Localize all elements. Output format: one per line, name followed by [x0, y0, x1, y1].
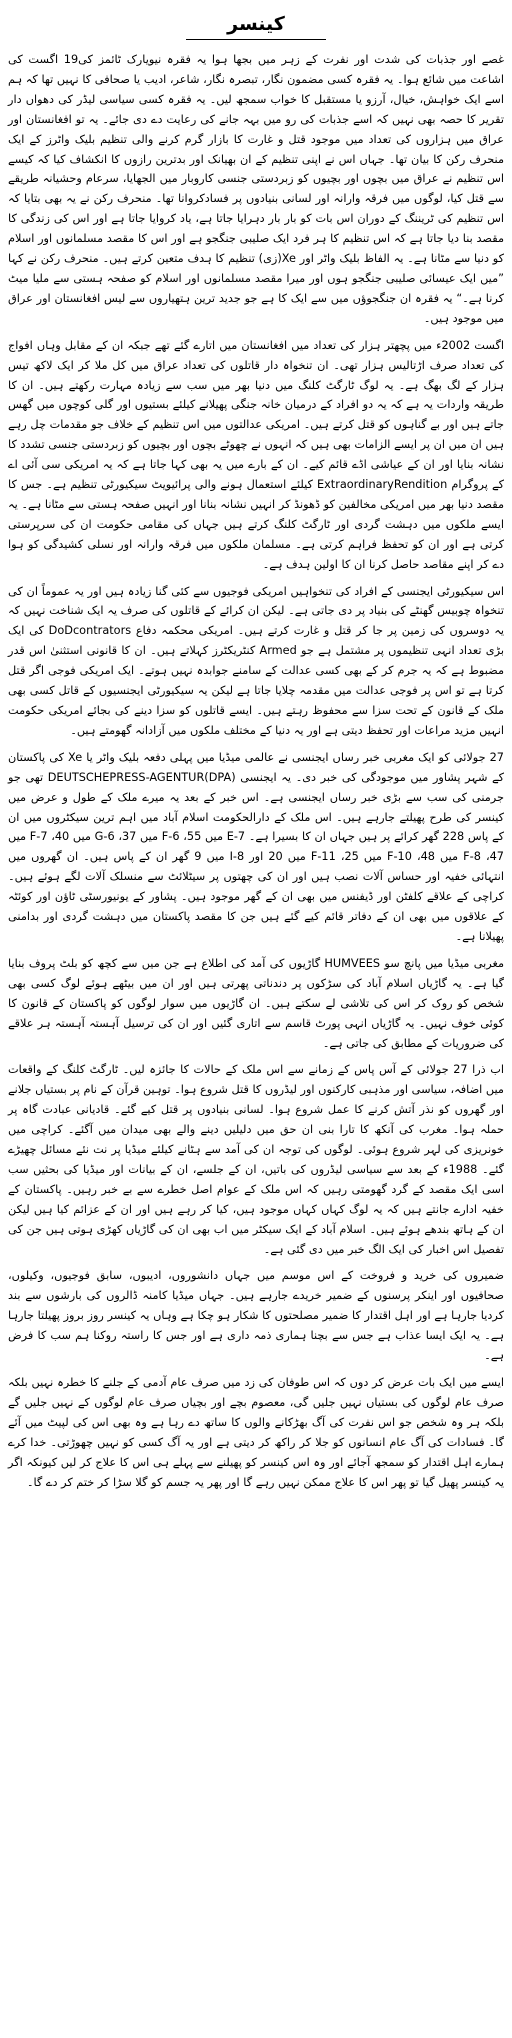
- title-underline: [186, 39, 326, 40]
- article-paragraph: اگست 2002ء میں پچھتر ہزار کی تعداد میں افغانستان میں اتارے گئے تھے جبکہ ان کے مقابل وہاں افواج کی تعداد صرف اڑتالیس ہزار تھی۔ ان تنخواہ دار قاتلوں کی تعداد عراق میں کل ملا کر ایک لاکھ تیس ہزار کے لگ بھگ ہے۔ یہ لوگ ٹارگٹ کلنگ میں دنیا بھر میں سب سے زیادہ مہارت رکھتے ہیں۔ ان کا طریقہ واردات یہ ہے کہ یہ دو افراد کے درمیان خانہ جنگی پھیلانے کیلئے بستیوں اور گلی کوچوں میں گھس جاتے ہیں اور بے گناہوں کو قتل کرتے ہیں۔ امریکی عدالتوں میں اس تنظیم کے خلاف جو مقدمات چل رہے ہیں ان میں ان پر ایسے الزامات بھی ہیں کہ انہوں نے چھوٹے بچوں اور بچیوں کو زبردستی جنسی تشدد کا نشانہ بنایا اور ان کے عیاشی اڈے قائم کیے۔ ان کے بارے میں یہ بھی کہا جاتا ہے کہ یہ امریکی سی آئی اے کے پروگرام ExtraordinaryRendition کیلئے استعمال ہونے والی پرائیویٹ سیکیورٹی تنظیم ہے۔ جس کا مقصد دنیا بھر میں امریکی مخالفین کو ڈھونڈ کر انہیں نشانہ بنانا اور انہیں صفحہ ہستی سے مٹانا ہے۔ یہ ایسے ملکوں میں دہشت گردی اور ٹارگٹ کلنگ کرتے ہیں جہاں کی مقامی حکومت ان کی سرپرستی کرتی ہے اور ان کو تحفظ فراہم کرتی ہے۔ مسلمان ملکوں میں فرقہ وارانہ اور نسلی کشیدگی کو ہوا دے کر اپنے مقاصد حاصل کرنا ان کا اولین ہدف ہے۔: [8, 338, 504, 571]
- article-paragraph: غصے اور جذبات کی شدت اور نفرت کے زہر میں بجھا ہوا یہ فقرہ نیویارک ٹائمز کی19 اگست کی اشاعت میں شائع ہوا۔ یہ فقرہ کسی مضمون نگار، تبصرہ نگار، شاعر، ادیب یا صحافی کا نہیں تھا کہ ہم اسے ایک خواہش، خیال، آرزو یا مستقبل کا خواب سمجھ لیں۔ یہ فقرہ کسی سیاسی لیڈر کی دھواں دار تقریر کا حصہ بھی نہیں کہ اسے جذبات کی رو میں بہہ جانے کی رعایت دے دی جائے۔ یہ تو افغانستان اور عراق میں ہزاروں کی تعداد میں موجود قتل و غارت کا بازار گرم کرنے والی تنظیم بلیک واٹرز کے ایک منحرف رکن کا بیان تھا۔ جہاں اس نے اپنی تنظیم کے ان بھیانک اور بدترین رازوں کا انکشاف کیا کہ کیسے اس تنظیم نے عراق میں بچوں اور بچیوں کو زبردستی جنسی کاروبار میں الجھایا، سرعام وحشیانہ طریقے سے قتل کیا، لوگوں میں فرقہ وارانہ اور لسانی بنیادوں پر فسادکروانا تھا۔ منحرف رکن نے یہ بھی بتایا کہ اس تنظیم کی ٹریننگ کے دوران اس بات کو بار بار دہرایا جاتا ہے، یاد کروایا جاتا ہے اور اس کی زندگی کا مقصد بنا دیا جاتا ہے کہ اس تنظیم کا ہر فرد ایک صلیبی جنگجو ہے اور اس کا مقصد مسلمانوں اور اسلام کو دنیا سے مٹانا ہے۔ یہ الفاظ بلیک واٹر اور Xe(زی) تنظیم کا ہدف متعین کرتے ہیں۔ منحرف رکن نے کہا ”میں ایک عیسائی صلیبی جنگجو ہوں اور میرا مقصد مسلمانوں اور اسلام کو صفحہ ہستی سے ملیا میٹ کرنا ہے۔“ یہ فقرہ ان جنگجوؤں میں سے ایک کا ہے جو جدید ترین ہتھیاروں سے لیس افغانستان اور عراق میں موجود ہیں۔: [8, 53, 505, 325]
- article-title: کینسر: [227, 13, 285, 35]
- article-paragraph: ضمیروں کی خرید و فروخت کے اس موسم میں جہاں دانشوروں، ادیبوں، سابق فوجیوں، وکیلوں، صحافیوں اور اینکر پرسنوں کے ضمیر خریدے جارہے ہیں۔ جہاں میڈیا کامنہ ڈالروں کی بارشوں سے بند کردیا جارہا ہے اور اہل اقتدار کا ضمیر مصلحتوں کا شکار ہو چکا ہے وہاں یہ کینسر روز بروز پھیلتا جارہا ہے۔ یہ ایک ایسا عذاب ہے جس سے بچنا ہماری ذمہ داری ہے اور جس کا راستہ روکنا ہم سب کا فرض ہے۔: [8, 1269, 504, 1363]
- article-paragraph: اس سیکیورٹی ایجنسی کے افراد کی تنخواہیں امریکی فوجیوں سے کئی گنا زیادہ ہیں اور یہ عموماً ان کی تنخواہ چوبیس گھنٹے کی بنیاد پر دی جاتی ہے۔ لیکن ان کرائے کے قاتلوں کی صرف یہ ایک شناخت نہیں کہ یہ دوسروں کی زمین پر جا کر قتل و غارت کرتے ہیں۔ امریکی محکمہ دفاع DoDcontrators کی ایک بڑی تعداد انہی تنظیموں پر مشتمل ہے جو Armed کنٹریکٹرز کہلاتے ہیں۔ ان کا قانونی استثنیٰ اس قدر مضبوط ہے کہ یہ جرم کر کے بھی کسی عدالت کے سامنے جوابدہ نہیں ہوتے۔ ایک امریکی فوجی اگر قتل کرتا ہے تو اس پر فوجی عدالت میں مقدمہ چلایا جاتا ہے لیکن یہ سیکیورٹی ایجنسیوں کے قاتل کسی بھی ملک کے قانون کے تحت سزا سے محفوظ رہتے ہیں۔ ایسے قاتلوں کو سزا دینے کی بجائے امریکی حکومت انہیں مزید مراعات اور تحفظ دیتی ہے اور یہ دنیا کے مختلف ملکوں میں آزادانہ گھومتے ہیں۔: [8, 584, 504, 737]
- article-body: [8, 50, 504, 1492]
- article-paragraph: اب ذرا 27 جولائی کے آس پاس کے زمانے سے اس ملک کے حالات کا جائزہ لیں۔ ٹارگٹ کلنگ کے واقعات میں اضافہ، سیاسی اور مذہبی کارکنوں اور لیڈروں کا قتل شروع ہوا۔ توہین قرآن کے نام پر بستیاں جلانے اور گھروں کو نذر آتش کرنے کا عمل شروع ہوا۔ لسانی بنیادوں پر قتل کیے گئے۔ قادیانی عبادت گاہ پر حملہ ہوا۔ مغرب کی آنکھ کا تارا بنی ان حق میں دلیلیں دینے والے بھی میدان میں آگئے۔ کراچی میں خونریزی کی لہر شروع ہوئی۔ لوگوں کی توجہ ان کی آمد سے ہٹانے کیلئے میڈیا پر نت نئے مسائل چھیڑے گئے۔ 1988ء کے بعد سے سیاسی لیڈروں کی باتیں، ان کے جلسے، ان کے بیانات اور میڈیا کی بحثیں سب اسی ایک مقصد کے گرد گھومتی رہیں کہ اس ملک کے عوام اصل خطرے سے بے خبر رہیں۔ پاکستان کے خفیہ ادارے جانتے ہیں کہ یہ لوگ کہاں کہاں موجود ہیں، کیا کر رہے ہیں اور ان کے عزائم کیا ہیں لیکن ان کے ہاتھ بندھے ہوئے ہیں۔ اسلام آباد کے ایک سیکٹر میں اب بھی ان کی گاڑیاں کھڑی ہوتی ہیں جن کی تفصیل اس اخبار کی ایک الگ خبر میں دی گئی ہے۔: [8, 1063, 504, 1256]
- article-paragraph: مغربی میڈیا میں پانچ سو HUMVEES گاڑیوں کی آمد کی اطلاع ہے جن میں سے کچھ کو بلٹ پروف بنایا گیا ہے۔ یہ گاڑیاں اسلام آباد کی سڑکوں پر دندناتی پھرتی ہیں اور ان میں بیٹھے ہوئے لوگ کسی بھی شخص کو روک کر اس کی تلاشی لے سکتے ہیں۔ ان گاڑیوں میں سوار لوگوں کو پاکستان کے قانون کا کوئی خوف نہیں۔ یہ گاڑیاں انہی پورٹ قاسم سے اتاری گئیں اور ان کی ترسیل آہستہ آہستہ ہر علاقے کی ضروریات کے مطابق کی جاتی ہے۔: [8, 956, 504, 1050]
- article-paragraph: 27 جولائی کو ایک مغربی خبر رساں ایجنسی نے عالمی میڈیا میں پہلی دفعہ بلیک واٹر یا Xe کی پاکستان کے شہر پشاور میں موجودگی کی خبر دی۔ یہ ایجنسی (DEUTSCHEPRESS-AGENTUR(DPA تھی جو جرمنی کی سب سے بڑی خبر رساں ایجنسی ہے۔ اس خبر کے بعد یہ میرے ملک کے طول و عرض میں کینسر کی طرح پھیلتے جارہے ہیں۔ اس ملک کے دارالحکومت اسلام آباد میں اہم ترین سیکٹروں میں ان کے پاس 228 گھر کرائے پر ہیں جہاں ان کا بسیرا ہے۔ E-7 میں 55، F-6 میں 37، G-6 میں 40، F-7 میں 47، F-8 میں 48، F-10 میں 25، F-11 میں 20 اور I-8 میں 9 گھر ان کے پاس ہیں۔ ان گھروں میں انتہائی خفیہ اور حساس آلات نصب ہیں اور ان کی چھتوں پر سیٹلائٹ سے منسلک آلات لگے ہوئے ہیں۔ کراچی کے علاقے کلفٹن اور ڈیفنس میں بھی ان کے گھر موجود ہیں۔ پشاور کے یونیورسٹی ٹاؤن اور کوئٹہ کے علاقوں میں بھی ان کے دفاتر قائم کیے گئے ہیں جن کا مقصد پاکستان میں دہشت گردی اور بدامنی پھیلانا ہے۔: [8, 750, 504, 943]
- article-paragraph: ایسے میں ایک بات عرض کر دوں کہ اس طوفان کی زد میں صرف عام آدمی کے جلنے کا خطرہ نہیں بلکہ صرف عام لوگوں کی بستیاں نہیں جلیں گی، معصوم بچے اور بچیاں صرف عام لوگوں کے نہیں جلیں گے بلکہ ہر وہ شخص جو اس نفرت کی آگ بھڑکانے والوں کا ساتھ دے رہا ہے وہ بھی اس کی لپیٹ میں آئے گا۔ فسادات کی آگ عام انسانوں کو جلا کر راکھ کر دیتی ہے اور یہ آگ کسی کو نہیں چھوڑتی۔ خدا کرے ہمارے اہل اقتدار کو سمجھ آجائے اور وہ اس کینسر کو پھیلنے سے پہلے ہی اس کا علاج کر لیں کیونکہ اگر یہ کینسر پھیل گیا تو پھر اس کا علاج ممکن نہیں رہے گا اور پھر یہ جسم کو گلا سڑا کر ختم کر دے گا۔: [8, 1376, 504, 1489]
